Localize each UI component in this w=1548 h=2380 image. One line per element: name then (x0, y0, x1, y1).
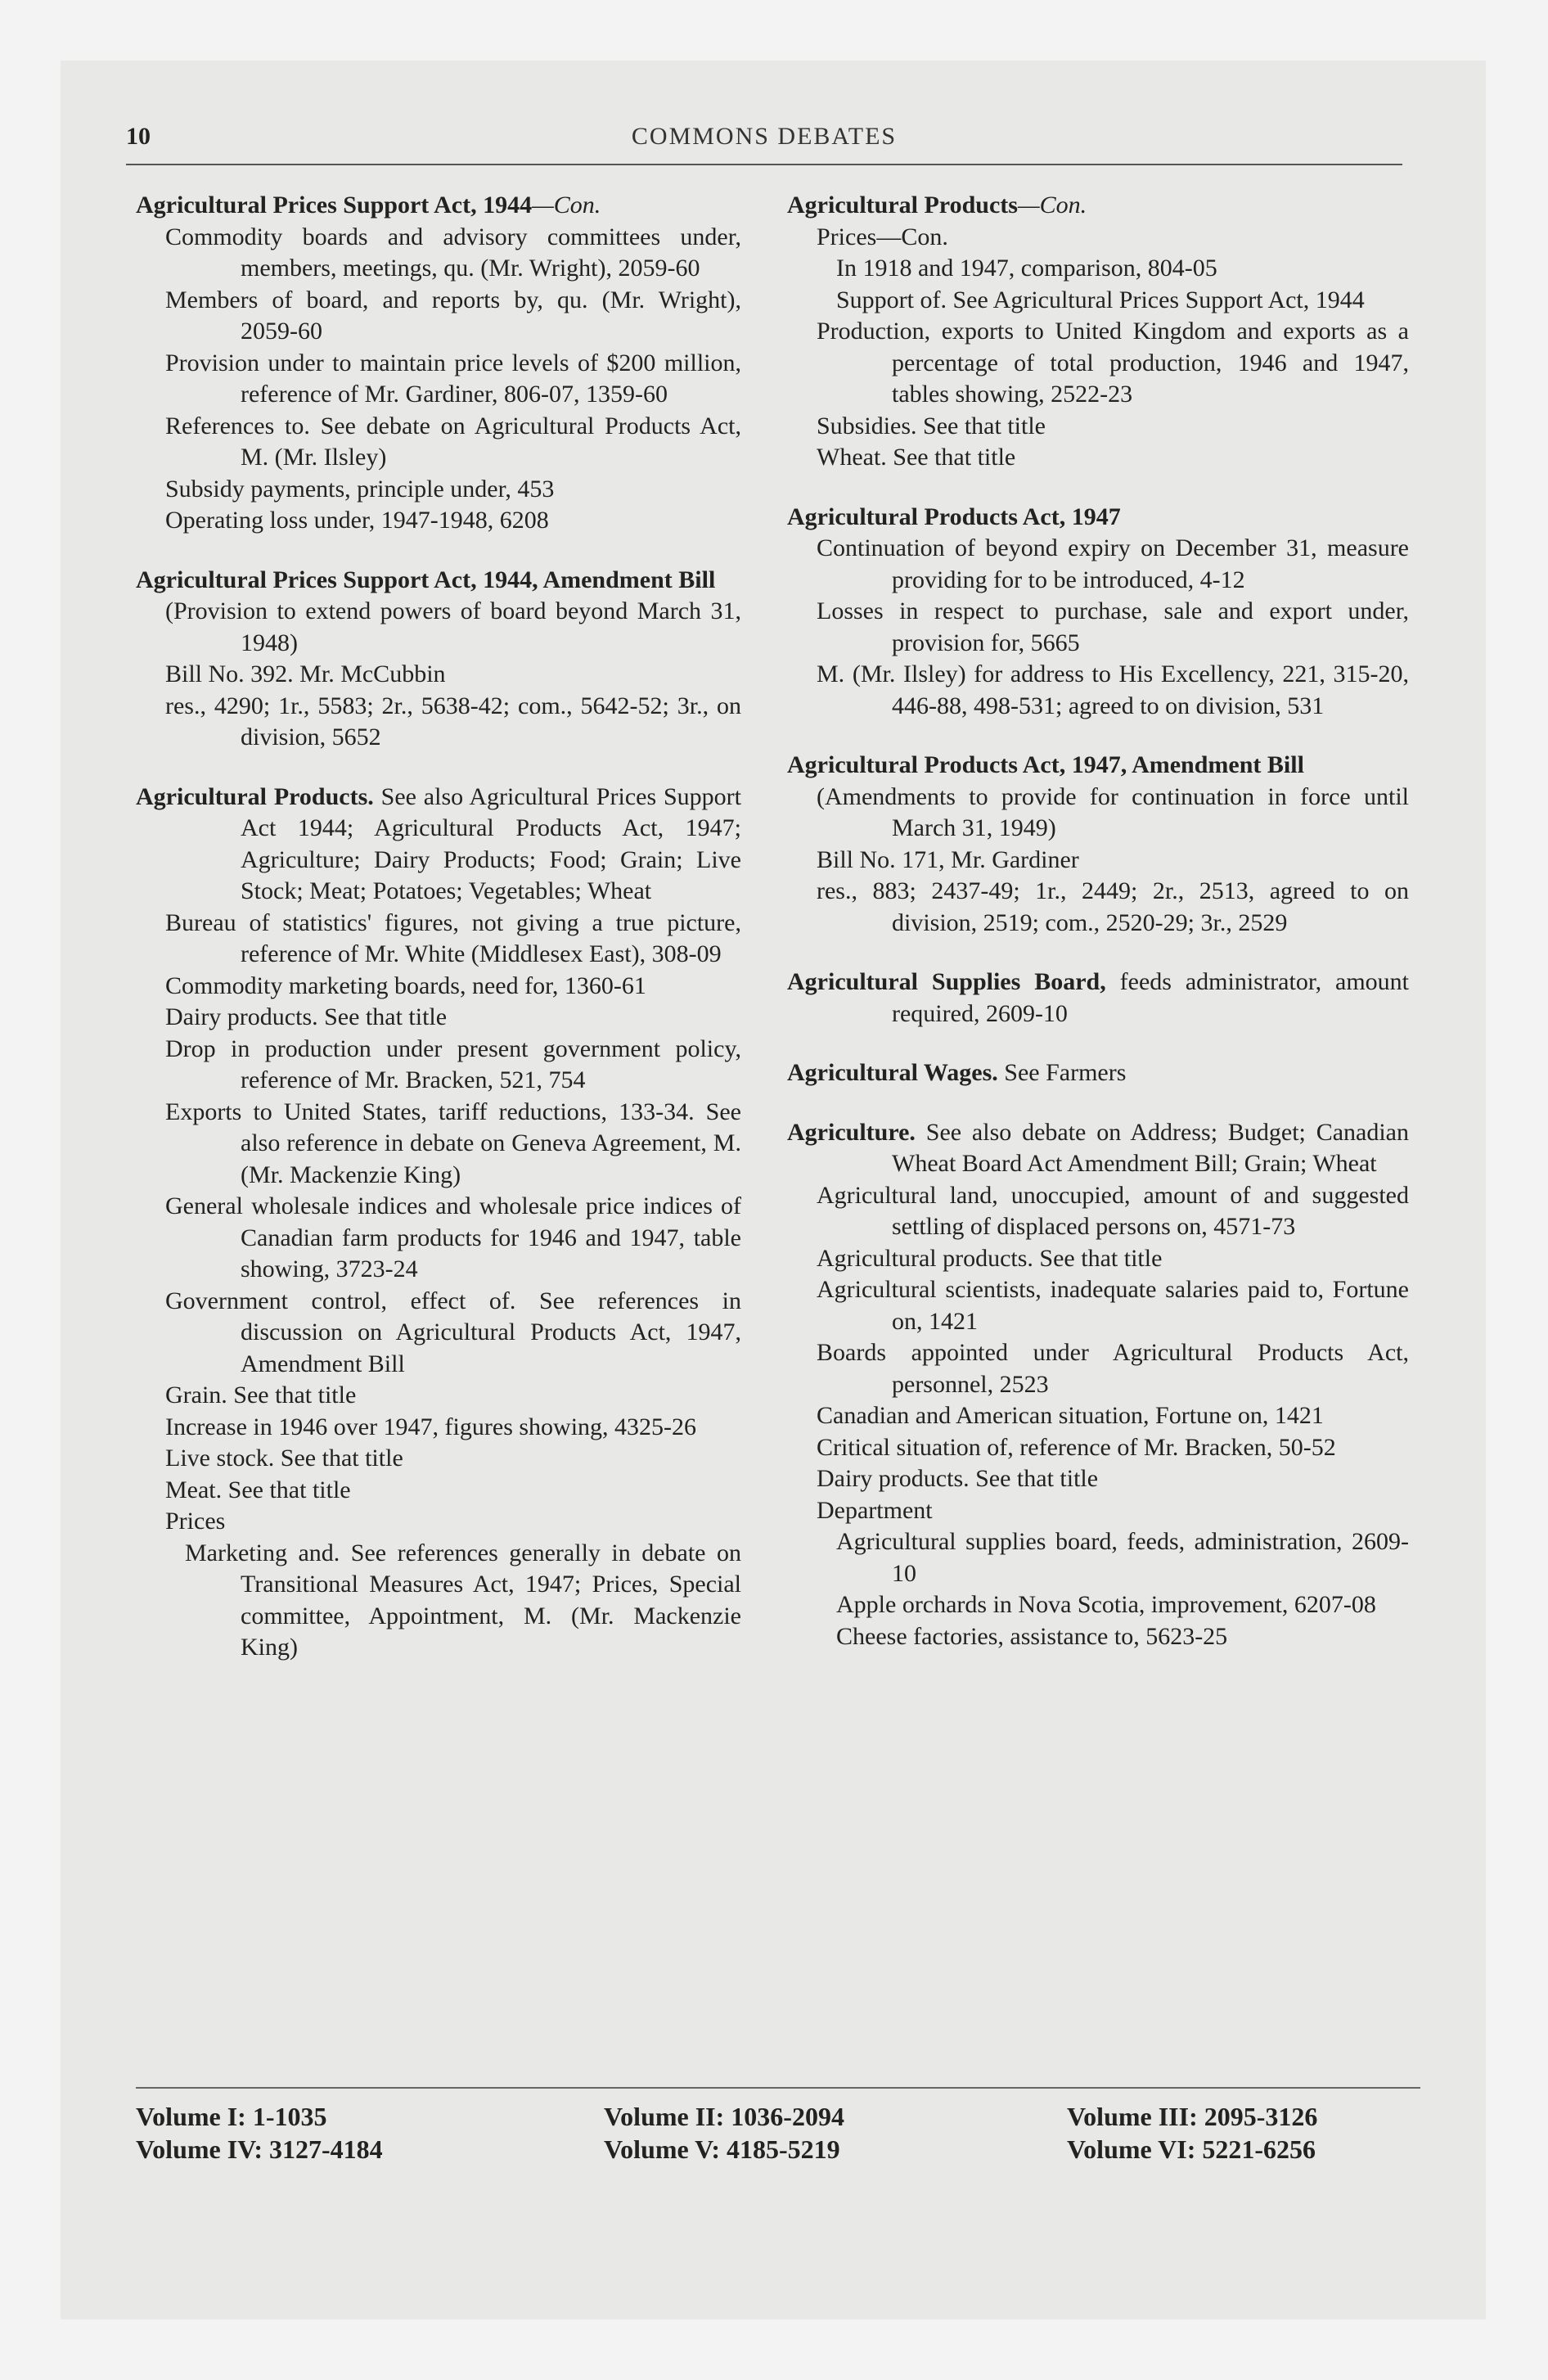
subentry: Prices—Con. (817, 223, 948, 250)
entry-heading: Agriculture. (787, 1118, 916, 1146)
entry-heading-suffix: See Farmers (1004, 1059, 1127, 1086)
index-entry (787, 1057, 1409, 1089)
subentry: Operating loss under, 1947-1948, 6208 (165, 507, 549, 534)
subentry: Prices (165, 1508, 226, 1535)
entry-heading-suffix: —Con. (532, 192, 601, 219)
subentry: Department (817, 1496, 933, 1524)
subentry: Continuation of beyond expiry on December 31, measure providing for to be introduced, 4-12 (817, 534, 1409, 593)
subentry: res., 4290; 1r., 5583; 2r., 5638-42; com., 5642-52; 3r., on division, 5652 (165, 692, 741, 751)
subentry: Agricultural land, unoccupied, amount of and suggested settling of displaced persons on, 4571-73 (817, 1181, 1409, 1240)
left-column (136, 190, 741, 1692)
subentry: Government control, effect of. See references in discussion on Agricultural Products Act, 1947, Amendment Bill (165, 1287, 741, 1377)
index-entry (787, 750, 1409, 939)
subentry: Cheese factories, assistance to, 5623-25 (836, 1622, 1228, 1650)
subentry: Exports to United States, tariff reductions, 133-34. See also reference in debate on Geneva Agreement, M. (Mr. Mackenzie King) (165, 1098, 741, 1188)
subentry: Dairy products. See that title (165, 1003, 448, 1030)
entry-heading: Agricultural Products (787, 192, 1018, 219)
subentry: General wholesale indices and wholesale price indices of Canadian farm products for 1946 and 1947, table showing, 3723-24 (165, 1192, 741, 1282)
right-column (787, 190, 1409, 1680)
entry-heading-suffix: —Con. (1017, 192, 1087, 219)
subentry: Provision under to maintain price levels of $200 million, reference of Mr. Gardiner, 806-07, 1359-60 (165, 349, 741, 408)
subentry: Support of. See Agricultural Prices Support Act, 1944 (836, 286, 1365, 313)
volume-range: Volume I: 1-1035 (136, 2102, 327, 2131)
entry-heading: Agricultural Products. (136, 782, 374, 810)
page-number: 10 (126, 123, 151, 150)
subentry: Agricultural scientists, inadequate salaries paid to, Fortune on, 1421 (817, 1276, 1409, 1335)
entry-heading: Agricultural Supplies Board, (787, 968, 1106, 995)
subentry: Dairy products. See that title (817, 1465, 1099, 1492)
subentry: Apple orchards in Nova Scotia, improvement, 6207-08 (836, 1591, 1376, 1618)
index-entry (136, 190, 741, 537)
subentry: Increase in 1946 over 1947, figures showing, 4325-26 (165, 1413, 697, 1440)
entry-heading: Agricultural Prices Support Act, 1944 (136, 192, 533, 219)
volume-footer (136, 2087, 1420, 2179)
running-title: COMMONS DEBATES (631, 123, 898, 150)
subentry: res., 883; 2437-49; 1r., 2449; 2r., 2513, agreed to on division, 2519; com., 2520-29; 3r., 2529 (817, 877, 1409, 936)
subentry: M. (Mr. Ilsley) for address to His Excellency, 221, 315-20, 446-88, 498-531; agreed to on division, 531 (817, 660, 1409, 719)
subentry: Subsidies. See that title (817, 412, 1046, 439)
subentry: In 1918 and 1947, comparison, 804-05 (836, 255, 1217, 282)
subentry: References to. See debate on Agricultural Products Act, M. (Mr. Ilsley) (165, 412, 741, 471)
volume-range: Volume VI: 5221-6256 (1067, 2134, 1316, 2164)
entry-heading: Agricultural Products Act, 1947 (787, 503, 1121, 530)
subentry: Commodity marketing boards, need for, 1360-61 (165, 971, 646, 999)
index-entry (787, 190, 1409, 474)
subentry: Marketing and. See references generally in debate on Transitional Measures Act, 1947; Prices, Special committee, Appointment, M. (Mr. Mackenzie King) (185, 1539, 741, 1661)
subentry: Commodity boards and advisory committees under, members, meetings, qu. (Mr. Wright), 2059-60 (165, 223, 741, 282)
subentry: Boards appointed under Agricultural Products Act, personnel, 2523 (817, 1339, 1409, 1398)
subentry: Subsidy payments, principle under, 453 (165, 475, 555, 503)
entry-heading: Agricultural Products Act, 1947, Amendment Bill (787, 751, 1304, 778)
subentry: Members of board, and reports by, qu. (Mr. Wright), 2059-60 (165, 286, 741, 345)
subentry: Meat. See that title (165, 1476, 351, 1503)
volume-range: Volume IV: 3127-4184 (136, 2134, 383, 2164)
entry-heading-suffix: feeds administrator, amount required, 2609-10 (892, 968, 1410, 1027)
entry-heading: Agricultural Prices Support Act, 1944, Amendment Bill (136, 566, 716, 593)
subentry: Production, exports to United Kingdom and exports as a percentage of total production, 1946 and 1947, tables showing, 2522-23 (817, 318, 1409, 408)
volume-range: Volume II: 1036-2094 (604, 2102, 844, 2131)
subentry: Drop in production under present government policy, reference of Mr. Bracken, 521, 754 (165, 1034, 741, 1093)
subentry: Live stock. See that title (165, 1445, 403, 1472)
subentry: (Provision to extend powers of board beyond March 31, 1948) (165, 597, 741, 656)
entry-heading-suffix: See also Agricultural Prices Support Act 1944; Agricultural Products Act, 1947; Agriculture; Dairy Products; Food; Grain; Live Stock; Meat; Potatoes; Vegetables; Wheat (241, 782, 741, 904)
subentry: Critical situation of, reference of Mr. Bracken, 50-52 (817, 1433, 1336, 1461)
index-entry (787, 967, 1409, 1030)
subentry: Canadian and American situation, Fortune on, 1421 (817, 1402, 1324, 1429)
entry-heading: Agricultural Wages. (787, 1059, 998, 1086)
subentry: Bureau of statistics' figures, not giving a true picture, reference of Mr. White (Middlesex East), 308-09 (165, 908, 741, 967)
index-entry (136, 782, 741, 1664)
subentry: Bill No. 171, Mr. Gardiner (817, 845, 1079, 873)
subentry: Bill No. 392. Mr. McCubbin (165, 660, 446, 687)
subentry: Wheat. See that title (817, 444, 1016, 471)
index-entry (787, 502, 1409, 723)
index-entry (136, 565, 741, 754)
subentry: Grain. See that title (165, 1382, 357, 1409)
index-entry (787, 1117, 1409, 1653)
volume-range: Volume V: 4185-5219 (604, 2134, 840, 2164)
entry-heading-suffix: See also debate on Address; Budget; Canadian Wheat Board Act Amendment Bill; Grain; Wheat (892, 1118, 1409, 1177)
subentry: Losses in respect to purchase, sale and export under, provision for, 5665 (817, 597, 1409, 656)
page-header (126, 123, 1402, 165)
subentry: Agricultural products. See that title (817, 1244, 1163, 1272)
subentry: (Amendments to provide for continuation in force until March 31, 1949) (817, 782, 1409, 841)
volume-range: Volume III: 2095-3126 (1067, 2102, 1318, 2131)
subentry: Agricultural supplies board, feeds, administration, 2609-10 (836, 1528, 1409, 1587)
